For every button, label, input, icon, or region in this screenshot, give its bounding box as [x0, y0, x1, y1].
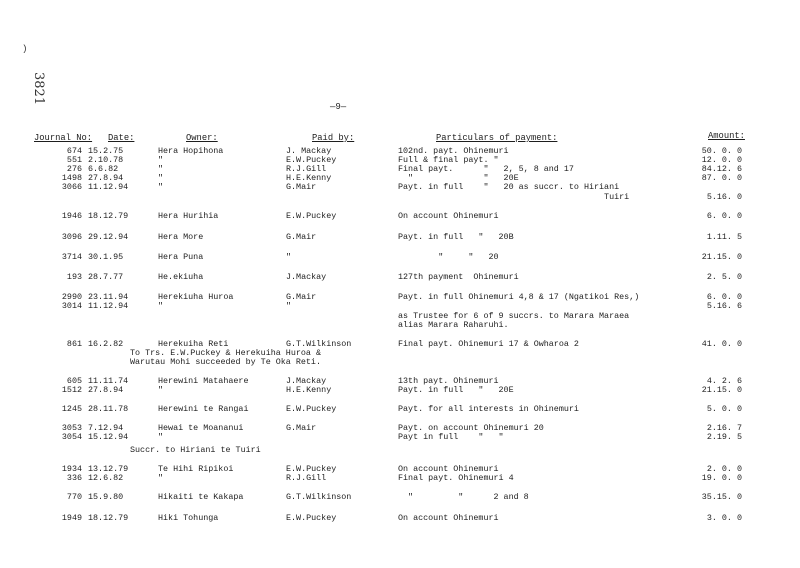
ledger-paid-by-cell: G.T.Wilkinson	[286, 339, 352, 349]
ledger-paid-by-cell: H.E.Kenny	[286, 173, 332, 183]
ledger-amount-cell: 2.16. 7	[706, 423, 742, 433]
ledger-particulars-cell: Payt in full " "	[398, 432, 504, 442]
ledger-date-cell: 11.12.94	[88, 301, 129, 311]
ledger-journal-cell: 1498	[61, 173, 82, 183]
ledger-amount-cell: 6. 0. 0	[706, 211, 742, 221]
ledger-owner-cell: Herekuiha Reti	[158, 339, 229, 349]
ledger-journal-cell: 1949	[61, 513, 82, 523]
header-amount: Amount:	[708, 131, 745, 141]
ledger-date-cell: 23.11.94	[88, 292, 129, 302]
ledger-particulars-cell: " " 2 and 8	[398, 492, 529, 502]
ledger-date-cell: 6.6.82	[88, 164, 119, 174]
ledger-amount-cell: 4. 2. 6	[706, 376, 742, 386]
ledger-owner-cell: Hera Hurihia	[158, 211, 219, 221]
ledger-amount-cell: 2. 0. 0	[706, 464, 742, 474]
ledger-amount-cell: 35.15. 0	[701, 492, 742, 502]
ledger-journal-cell: 1934	[61, 464, 82, 474]
ledger-date-cell: 29.12.94	[88, 232, 129, 242]
ledger-amount-cell: 2. 5. 0	[706, 272, 742, 282]
ledger-particulars-cell: as Trustee for 6 of 9 succrs. to Marara Maraea	[398, 311, 630, 321]
ledger-journal-cell: 276	[66, 164, 82, 174]
ledger-journal-cell: 551	[66, 155, 82, 165]
ledger-date-cell: 16.2.82	[88, 339, 124, 349]
header-journal: Journal No:	[34, 133, 93, 143]
ledger-paid-by-cell: J. Mackay	[286, 146, 332, 156]
ledger-journal-cell: 193	[66, 272, 82, 282]
ledger-date-cell: 11.11.74	[88, 376, 129, 386]
ledger-journal-cell: 605	[66, 376, 82, 386]
ledger-amount-cell: 21.15. 0	[701, 252, 742, 262]
ledger-journal-cell: 336	[66, 473, 82, 483]
ledger-paid-by-cell: E.W.Puckey	[286, 464, 337, 474]
ledger-owner-cell: Hiki Tohunga	[158, 513, 219, 523]
ledger-date-cell: 11.12.94	[88, 182, 129, 192]
header-particulars: Particulars of payment:	[436, 133, 558, 143]
ledger-owner-cell: "	[158, 173, 164, 183]
ledger-particulars-cell: On account Ohinemuri	[398, 513, 499, 523]
ledger-particulars-cell: Final payt. Ohinemuri 4	[398, 473, 514, 483]
ledger-particulars-cell: Payt. in full Ohinemuri 4,8 & 17 (Ngatikoi Res,)	[398, 292, 640, 302]
ledger-particulars-cell: Payt. in full " 20 as succr. to Hiriani	[398, 182, 620, 192]
header-paid-by: Paid by:	[312, 133, 355, 143]
ledger-particulars-cell: " " 20	[398, 252, 499, 262]
ledger-date-cell: 2.10.78	[88, 155, 124, 165]
ledger-particulars-cell: Payt. in full " 20E	[398, 385, 514, 395]
ledger-paid-by-cell: "	[286, 301, 292, 311]
ledger-owner-cell: "	[158, 385, 164, 395]
ledger-owner-cell: "	[158, 432, 164, 442]
ledger-amount-cell: 5.16. 0	[706, 192, 742, 202]
ledger-date-cell: 7.12.94	[88, 423, 124, 433]
ledger-paid-by-cell: R.J.Gill	[286, 473, 327, 483]
ledger-particulars-cell: Payt. for all interests in Ohinemuri	[398, 404, 579, 414]
ledger-particulars-cell: On account Ohinemuri	[398, 464, 499, 474]
ledger-date-cell: 13.12.79	[88, 464, 129, 474]
header-owner: Owner:	[186, 133, 218, 143]
ledger-journal-cell: 3054	[61, 432, 82, 442]
ledger-amount-cell: 3. 0. 0	[706, 513, 742, 523]
ledger-amount-cell: 2.19. 5	[706, 432, 742, 442]
ledger-date-cell: 30.1.95	[88, 252, 124, 262]
ledger-amount-cell: 87. 0. 0	[701, 173, 742, 183]
ledger-particulars-cell: alias Marara Raharuhi.	[398, 320, 509, 330]
ledger-date-cell: 28.11.78	[88, 404, 129, 414]
ledger-journal-cell: 1946	[61, 211, 82, 221]
ledger-journal-cell: 3066	[61, 182, 82, 192]
ledger-journal-cell: 1245	[61, 404, 82, 414]
ledger-particulars-cell: Final payt. Ohinemuri 17 & Owharoa 2	[398, 339, 579, 349]
ledger-paid-by-cell: G.Mair	[286, 292, 317, 302]
ledger-journal-cell: 1512	[61, 385, 82, 395]
ledger-amount-cell: 5. 0. 0	[706, 404, 742, 414]
ledger-paid-by-cell: J.Mackay	[286, 272, 327, 282]
ledger-journal-cell: 674	[66, 146, 82, 156]
ledger-owner-cell: Hewai te Moananui	[158, 423, 244, 433]
ledger-date-cell: 28.7.77	[88, 272, 124, 282]
ledger-particulars-cell: Payt. on account Ohinemuri 20	[398, 423, 544, 433]
ledger-owner-cell: Herewini te Rangai	[158, 404, 249, 414]
ledger-paid-by-cell: G.Mair	[286, 232, 317, 242]
page-number: —9—	[330, 102, 347, 112]
ledger-journal-cell: 3053	[61, 423, 82, 433]
ledger-amount-cell: 41. 0. 0	[701, 339, 742, 349]
ledger-paid-by-cell: G.T.Wilkinson	[286, 492, 352, 502]
ledger-paid-by-cell: E.W.Puckey	[286, 211, 337, 221]
ledger-paid-by-cell: E.W.Puckey	[286, 404, 337, 414]
ledger-owner-cell: "	[158, 155, 164, 165]
margin-bracket-mark: )	[22, 44, 28, 54]
ledger-paid-by-cell: "	[286, 252, 292, 262]
ledger-particulars-cell: On account Ohinemuri	[398, 211, 499, 221]
ledger-paid-by-cell: R.J.Gill	[286, 164, 327, 174]
ledger-owner-cell: Te Hihi Ripikoi	[158, 464, 234, 474]
ledger-journal-cell: 3014	[61, 301, 82, 311]
ledger-date-cell: 15.12.94	[88, 432, 129, 442]
ledger-amount-cell: 5.16. 6	[706, 301, 742, 311]
ledger-paid-by-cell: E.W.Puckey	[286, 155, 337, 165]
ledger-amount-cell: 12. 0. 0	[701, 155, 742, 165]
ledger-particulars-cell: " " 20E	[398, 173, 519, 183]
ledger-owner-cell: He.ekiuha	[158, 272, 204, 282]
ledger-owner-cell: Hera Hopihona	[158, 146, 224, 156]
ledger-owner-cell: Hera More	[158, 232, 204, 242]
ledger-journal-cell: 3096	[61, 232, 82, 242]
ledger-note: To Trs. E.W.Puckey & Herekuiha Huroa &	[130, 348, 321, 358]
ledger-amount-cell: 19. 0. 0	[701, 473, 742, 483]
ledger-amount-cell: 6. 0. 0	[706, 292, 742, 302]
header-date: Date:	[108, 133, 135, 143]
ledger-owner-cell: "	[158, 301, 164, 311]
ledger-particulars-cell: Full & final payt. "	[398, 155, 499, 165]
handwritten-reference-number: 3821	[31, 72, 46, 106]
ledger-amount-cell: 50. 0. 0	[701, 146, 742, 156]
ledger-owner-cell: Hera Puna	[158, 252, 204, 262]
ledger-date-cell: 27.8.94	[88, 385, 124, 395]
ledger-amount-cell: 1.11. 5	[706, 232, 742, 242]
ledger-owner-cell: Hikaiti te Kakapa	[158, 492, 244, 502]
ledger-particulars-cell: Payt. in full " 20B	[398, 232, 514, 242]
ledger-date-cell: 18.12.79	[88, 513, 129, 523]
ledger-journal-cell: 3714	[61, 252, 82, 262]
ledger-date-cell: 18.12.79	[88, 211, 129, 221]
ledger-note: Succr. to Hiriani te Tuiri	[130, 445, 261, 455]
ledger-journal-cell: 861	[66, 339, 82, 349]
ledger-paid-by-cell: E.W.Puckey	[286, 513, 337, 523]
ledger-particulars-cell: 102nd. payt. Ohinemuri	[398, 146, 509, 156]
ledger-date-cell: 15.2.75	[88, 146, 124, 156]
ledger-particulars-cell: Tuiri	[398, 192, 630, 202]
ledger-paid-by-cell: J.Mackay	[286, 376, 327, 386]
ledger-particulars-cell: Final payt. " 2, 5, 8 and 17	[398, 164, 574, 174]
ledger-note: Warutau Mohi succeeded by Te Oka Reti.	[130, 357, 321, 367]
ledger-date-cell: 12.6.82	[88, 473, 124, 483]
ledger-owner-cell: Herekiuha Huroa	[158, 292, 234, 302]
ledger-particulars-cell: 127th payment Ohinemuri	[398, 272, 519, 282]
ledger-owner-cell: Herewini Matahaere	[158, 376, 249, 386]
ledger-journal-cell: 770	[66, 492, 82, 502]
ledger-date-cell: 27.8.94	[88, 173, 124, 183]
ledger-date-cell: 15.9.80	[88, 492, 124, 502]
ledger-particulars-cell: 13th payt. Ohinemuri	[398, 376, 499, 386]
ledger-owner-cell: "	[158, 164, 164, 174]
ledger-owner-cell: "	[158, 182, 164, 192]
ledger-owner-cell: "	[158, 473, 164, 483]
ledger-amount-cell: 84.12. 6	[701, 164, 742, 174]
ledger-paid-by-cell: H.E.Kenny	[286, 385, 332, 395]
ledger-paid-by-cell: G.Mair	[286, 423, 317, 433]
ledger-amount-cell: 21.15. 0	[701, 385, 742, 395]
ledger-journal-cell: 2990	[61, 292, 82, 302]
ledger-paid-by-cell: G.Mair	[286, 182, 317, 192]
